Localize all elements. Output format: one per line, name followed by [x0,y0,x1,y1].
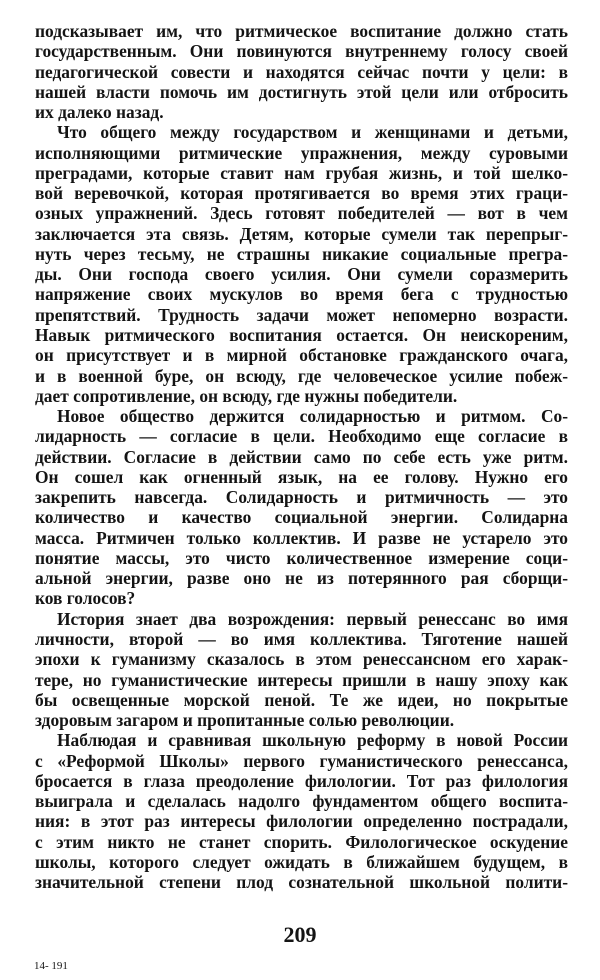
text-line: действии. Согласие в действии само по себе есть уже ритм. [35,446,568,467]
text-line: препятствий. Трудность задачи может непомерно возрасти. [35,304,568,325]
page-number: 209 [283,922,317,947]
text-line: он присутствует и в мирной обстановке гражданского очага, [35,345,568,366]
text-line: с «Реформой Школы» первого гуманистического ренессанса, [35,750,568,771]
text-line: значительной степени плод сознательной школьной полити- [35,872,568,893]
text-line: нашей власти помочь им достигнуть этой цели или отбросить [35,81,568,102]
text-line: Наблюдая и сравнивая школьную реформу в новой России [57,730,568,751]
text-line: школы, которого следует ожидать в ближайшем будущем, в [35,851,568,872]
paragraph [35,609,568,731]
text-line: вой веревочкой, которая протягивается во время этих граци- [35,183,568,204]
text-line: и в военной буре, он всюду, где человеческое усилие побеж- [35,365,568,386]
paragraph [35,730,568,892]
text-line: заключается эта связь. Детям, которые сумели так перепрыг- [35,223,568,244]
text-line: понятие массы, это чисто количественное измерение соци- [35,547,568,568]
paragraph [35,406,568,609]
text-line: государственным. Они повинуются внутреннему голосу своей [35,41,568,62]
text-line: ния: в этот раз интересы филологии определенно пострадали, [35,811,568,832]
printer-signature-mark: 14- 191 [34,960,68,972]
text-line: их далеко назад. [35,102,164,123]
text-line: ков голосов? [35,588,136,609]
text-line: бы освещенные морской пеной. Те же идеи, но покрытые [35,689,568,710]
body-text [35,21,568,892]
text-line: педагогической совести и находятся сейчас почти у цели: в [35,61,568,82]
text-line: выиграла и сделалась надолго фундаментом общего воспита- [35,791,568,812]
text-line: тере, но гуманистические интересы пришли в нашу эпоху как [35,669,568,690]
text-line: бросается в глаза преодоление филологии. Тот раз филология [35,770,568,791]
text-line: Новое общество держится солидарностью и ритмом. Со- [57,406,568,427]
text-line: альной энергии, разве оно не из потерянного рая сборщи- [35,568,568,589]
text-line: лидарность — согласие в цели. Необходимо еще согласие в [35,426,568,447]
paragraph [35,122,568,406]
text-line: масса. Ритмичен только коллектив. И разве не устарело это [35,527,568,548]
text-line: ды. Они господа своего усилия. Они сумели соразмерить [35,264,568,285]
text-line: дает сопротивление, он всюду, где нужны победители. [35,385,458,406]
text-line: закрепить навсегда. Солидарность и ритмичность — это [35,487,568,508]
text-line: подсказывает им, что ритмическое воспитание должно стать [35,21,568,41]
text-line: Что общего между государством и женщинами и детьми, [57,122,568,143]
text-line: нуть через тесьму, не страшны никакие социальные прегра- [35,243,568,264]
text-line: количество и качество социальной энергии. Солидарна [35,507,568,528]
text-line: личности, второй — во имя коллектива. Тяготение нашей [35,628,568,649]
text-line: эпохи к гуманизму сказалось в этом ренессансном его харак- [35,649,568,670]
text-line: напряжение своих мускулов во время бега с трудностью [35,284,568,305]
text-line: исполняющими ритмические упражнения, между суровыми [35,142,568,163]
text-line: здоровым загаром и пропитанные солью революции. [35,710,455,731]
text-line: История знает два возрождения: первый ренессанс во имя [57,608,568,629]
text-line: Он сошел как огненный язык, на ее голову. Нужно его [35,466,568,487]
text-line: преградами, которые ставит нам грубая жизнь, и той шелко- [35,162,568,183]
text-line: с этим никто не станет спорить. Филологическое оскудение [35,831,568,852]
text-line: озных упражнений. Здесь готовят победителей — вот в чем [35,203,568,224]
text-line: Навык ритмического воспитания остается. Он неискореним, [35,324,568,345]
paragraph [35,21,568,122]
